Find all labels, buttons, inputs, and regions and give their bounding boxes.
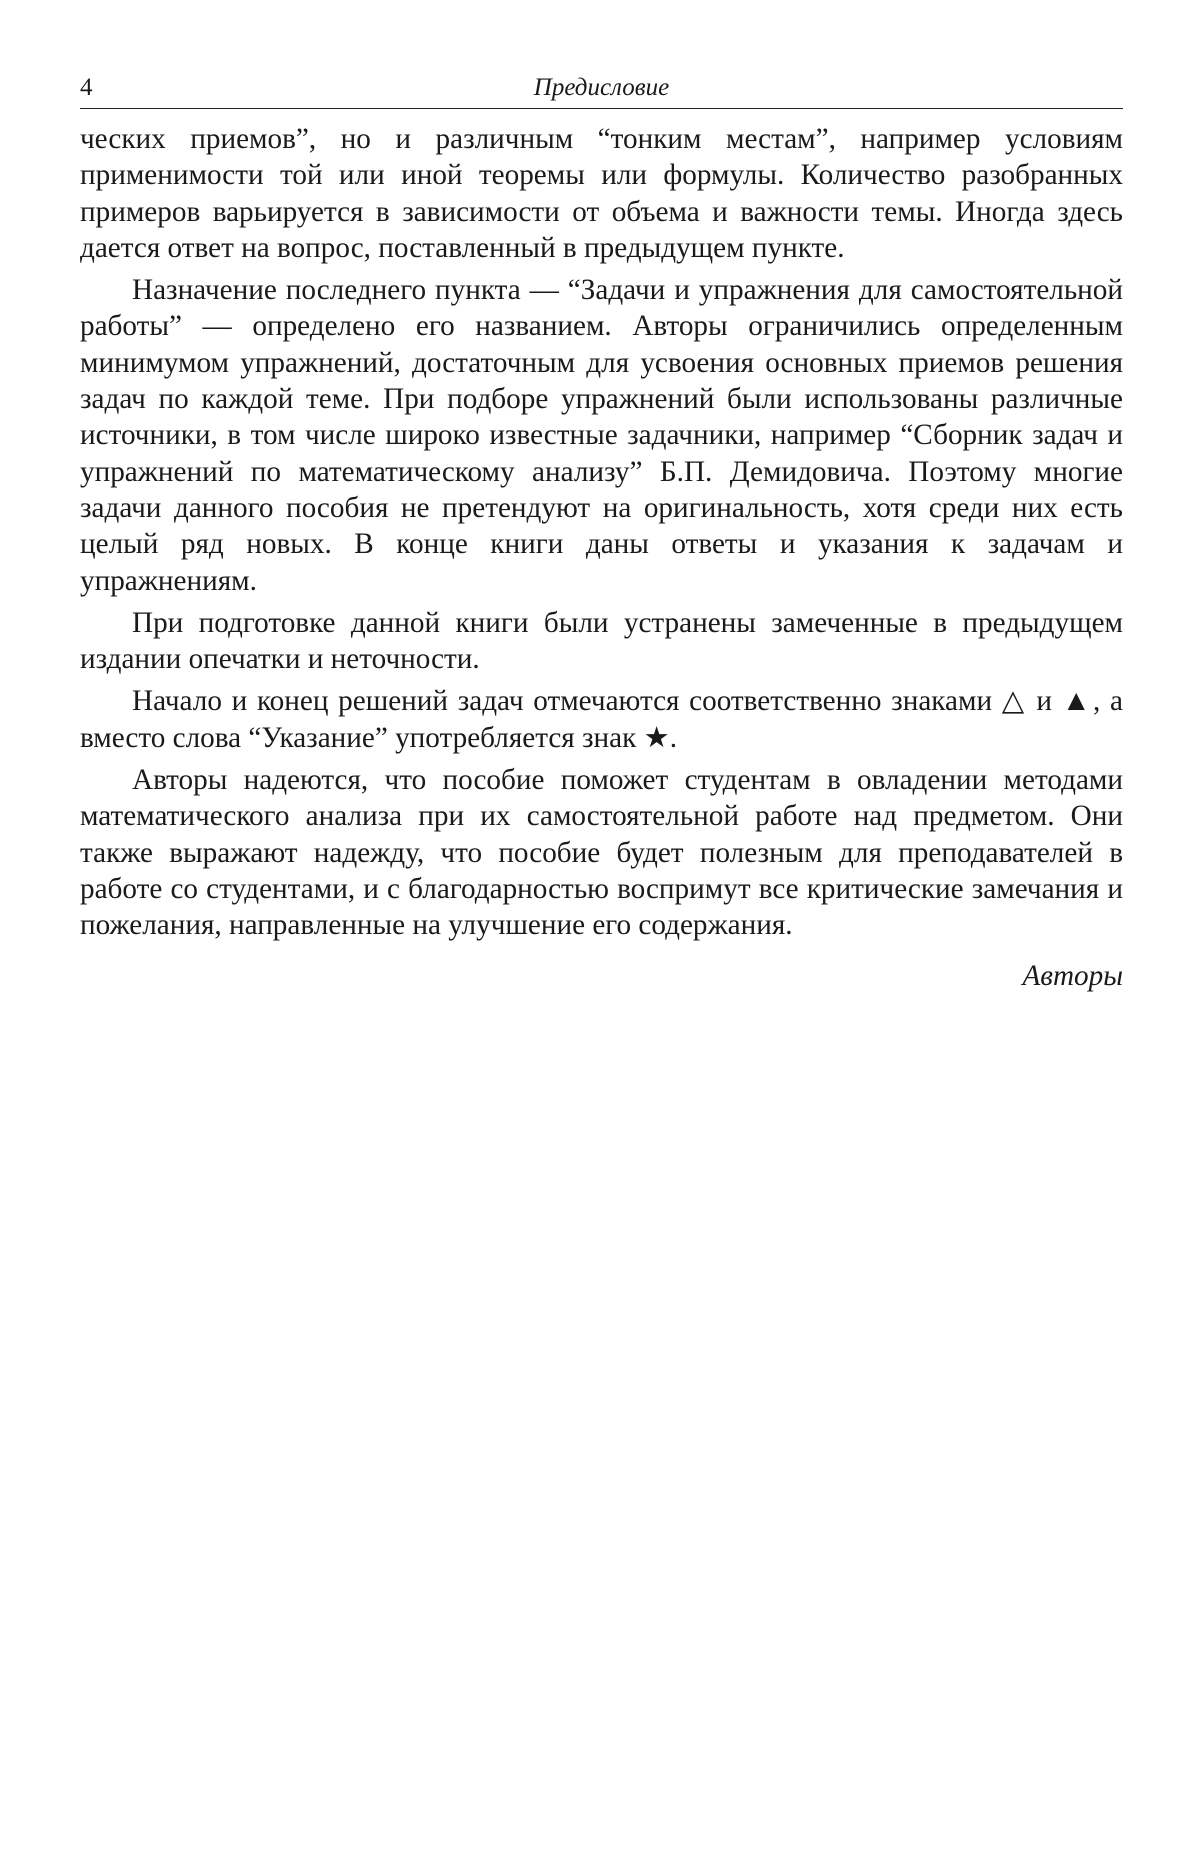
paragraph-last-section-purpose: Назначение последнего пункта — “Задачи и упражнения для самостоятельной работы” — определено его названием. Авторы ограничились определенным минимумом упражнений, достаточным для усвоения основных приемов решения задач по каждой теме. При подборе упражнений были использованы различные источники, в том числе широко известные задачники, например “Сборник задач и упражнений по математическому анализу” Б.П. Демидовича. Поэтому многие задачи данного пособия не претендуют на оригинальность, хотя среди них есть целый ряд новых. В конце книги даны ответы и указания к задачам и упражнениям. (80, 274, 1123, 597)
page-number: 4 (80, 74, 93, 101)
paragraph-symbols: Начало и конец решений задач отмечаются соответственно знаками △ и ▲, а вместо слова “Указание” употребляется знак ★. (80, 685, 1123, 754)
body-text (80, 121, 1123, 944)
running-head (80, 70, 1123, 109)
signature: Авторы (1022, 959, 1123, 992)
section-title: Предисловие (533, 74, 670, 101)
paragraph-closing: Авторы надеются, что пособие поможет студентам в овладении методами математического анализа при их самостоятельной работе над предметом. Они также выражают надежду, что пособие будет полезным для преподавателей в работе со студентами, и с благодарностью воспримут все критические замечания и пожелания, направленные на улучшение его содержания. (80, 764, 1123, 942)
book-page (80, 70, 1123, 993)
paragraph-corrections: При подготовке данной книги были устранены замеченные в предыдущем издании опечатки и неточности. (80, 606, 1123, 676)
paragraph-continuation: ческих приемов”, но и различным “тонким местам”, например условиям применимости той или иной теоремы или формулы. Количество разобранных примеров варьируется в зависимости от объема и важности темы. Иногда здесь дается ответ на вопрос, поставленный в предыдущем пункте. (80, 123, 1123, 264)
